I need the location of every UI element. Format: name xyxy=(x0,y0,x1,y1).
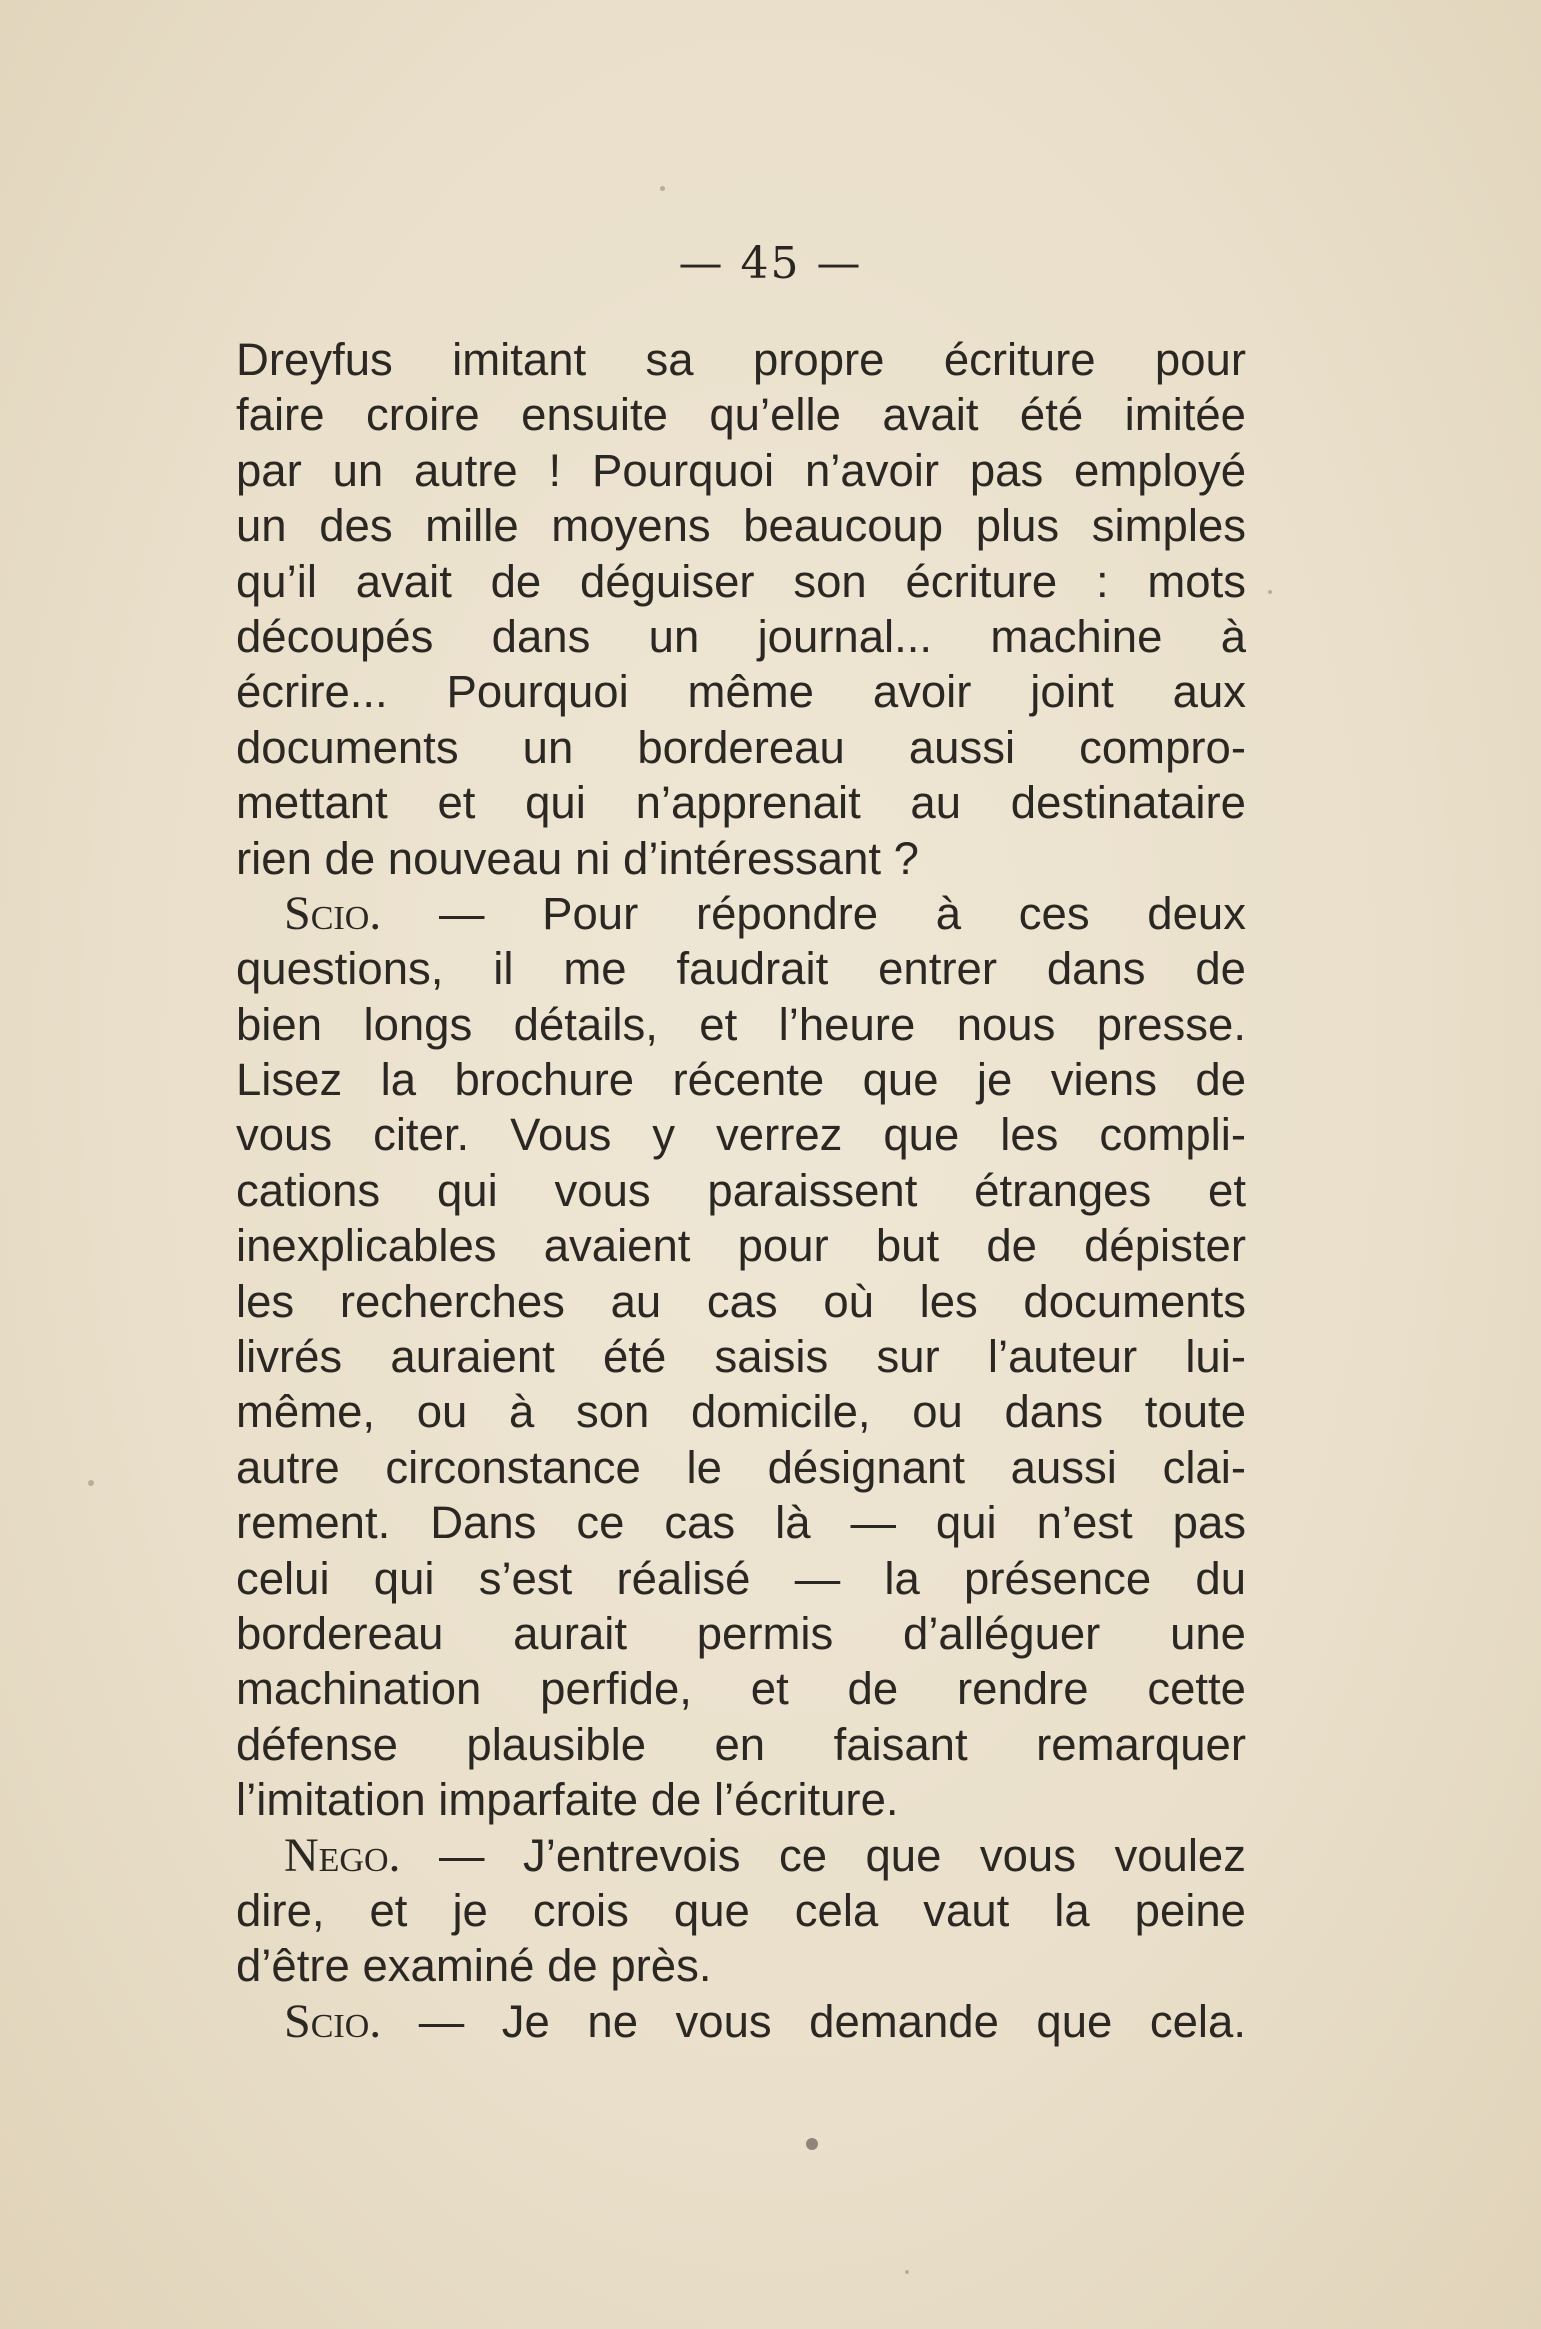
text-line xyxy=(236,1495,1246,1550)
speaker-name: Scio. xyxy=(284,886,382,940)
text-line xyxy=(236,1218,1246,1273)
text-line xyxy=(236,387,1246,442)
text-line xyxy=(236,664,1246,719)
line-text: documents un bordereau aussi compro- xyxy=(236,721,1246,773)
text-block xyxy=(236,332,1246,2049)
line-text: bien longs détails, et l’heure nous presse. xyxy=(236,998,1246,1050)
text-line xyxy=(236,332,1246,387)
text-line xyxy=(236,997,1246,1052)
text-line xyxy=(236,1606,1246,1661)
text-line xyxy=(236,609,1246,664)
line-text: découpés dans un journal... machine à xyxy=(236,610,1246,662)
line-text: par un autre ! Pourquoi n’avoir pas employé xyxy=(236,444,1246,496)
line-text: rement. Dans ce cas là — qui n’est pas xyxy=(236,1497,1246,1549)
text-line xyxy=(236,1772,1246,1827)
line-text: livrés auraient été saisis sur l’auteur lui- xyxy=(236,1331,1246,1383)
line-text: l’imitation imparfaite de l’écriture. xyxy=(236,1774,899,1826)
line-text: un des mille moyens beaucoup plus simples xyxy=(236,500,1246,552)
text-line xyxy=(236,1274,1246,1329)
line-text: dire, et je crois que cela vaut la peine xyxy=(236,1884,1246,1936)
line-text: machination perfide, et de rendre cette xyxy=(236,1663,1246,1715)
line-text: les recherches au cas où les documents xyxy=(236,1275,1246,1327)
text-line xyxy=(236,1551,1246,1606)
paper-speck xyxy=(1268,590,1272,594)
text-line xyxy=(236,1052,1246,1107)
line-text: — J’entrevois ce que vous voulez xyxy=(439,1829,1246,1881)
line-text: qu’il avait de déguiser son écriture : mots xyxy=(236,555,1246,607)
paper-speck xyxy=(660,186,665,191)
line-text: autre circonstance le désignant aussi clai- xyxy=(236,1441,1246,1493)
line-text: d’être examiné de près. xyxy=(236,1940,712,1992)
paper-speck xyxy=(905,2270,909,2274)
text-line xyxy=(236,1828,1246,1883)
text-line xyxy=(236,443,1246,498)
text-line xyxy=(236,1329,1246,1384)
text-line xyxy=(236,886,1246,941)
line-text: cations qui vous paraissent étranges et xyxy=(236,1164,1246,1216)
page-number: — 45 — xyxy=(678,238,863,289)
text-line xyxy=(236,775,1246,830)
line-text: Dreyfus imitant sa propre écriture pour xyxy=(236,334,1246,385)
paper-speck xyxy=(88,1480,94,1486)
text-line xyxy=(236,498,1246,553)
line-text: questions, il me faudrait entrer dans de xyxy=(236,943,1246,995)
line-text: vous citer. Vous y verrez que les compli- xyxy=(236,1109,1246,1161)
text-line xyxy=(236,1384,1246,1439)
line-text: même, ou à son domicile, ou dans toute xyxy=(236,1386,1246,1438)
line-text: — Je ne vous demande que cela. xyxy=(418,1995,1246,2047)
line-text: défense plausible en faisant remarquer xyxy=(236,1718,1246,1770)
printer-ornament xyxy=(806,2138,818,2150)
text-line xyxy=(236,1938,1246,1993)
line-text: inexplicables avaient pour but de dépister xyxy=(236,1220,1246,1272)
text-line xyxy=(236,1440,1246,1495)
text-line xyxy=(236,1661,1246,1716)
line-text: celui qui s’est réalisé — la présence du xyxy=(236,1552,1246,1604)
speaker-name: Scio. xyxy=(284,1994,382,2048)
line-text: écrire... Pourquoi même avoir joint aux xyxy=(236,666,1246,718)
line-text: Lisez la brochure récente que je viens de xyxy=(236,1054,1246,1106)
text-line xyxy=(236,720,1246,775)
line-text: — Pour répondre à ces deux xyxy=(438,887,1246,939)
text-line xyxy=(236,554,1246,609)
line-text: bordereau aurait permis d’alléguer une xyxy=(236,1607,1246,1659)
text-line xyxy=(236,941,1246,996)
text-line xyxy=(236,1163,1246,1218)
line-text: rien de nouveau ni d’intéressant ? xyxy=(236,832,919,884)
text-line xyxy=(236,1717,1246,1772)
text-line xyxy=(236,831,1246,886)
text-line xyxy=(236,1107,1246,1162)
speaker-name: Nego. xyxy=(284,1828,401,1882)
line-text: mettant et qui n’apprenait au destinataire xyxy=(236,777,1246,829)
text-line xyxy=(236,1883,1246,1938)
line-text: faire croire ensuite qu’elle avait été imitée xyxy=(236,389,1246,441)
text-line xyxy=(236,1994,1246,2049)
